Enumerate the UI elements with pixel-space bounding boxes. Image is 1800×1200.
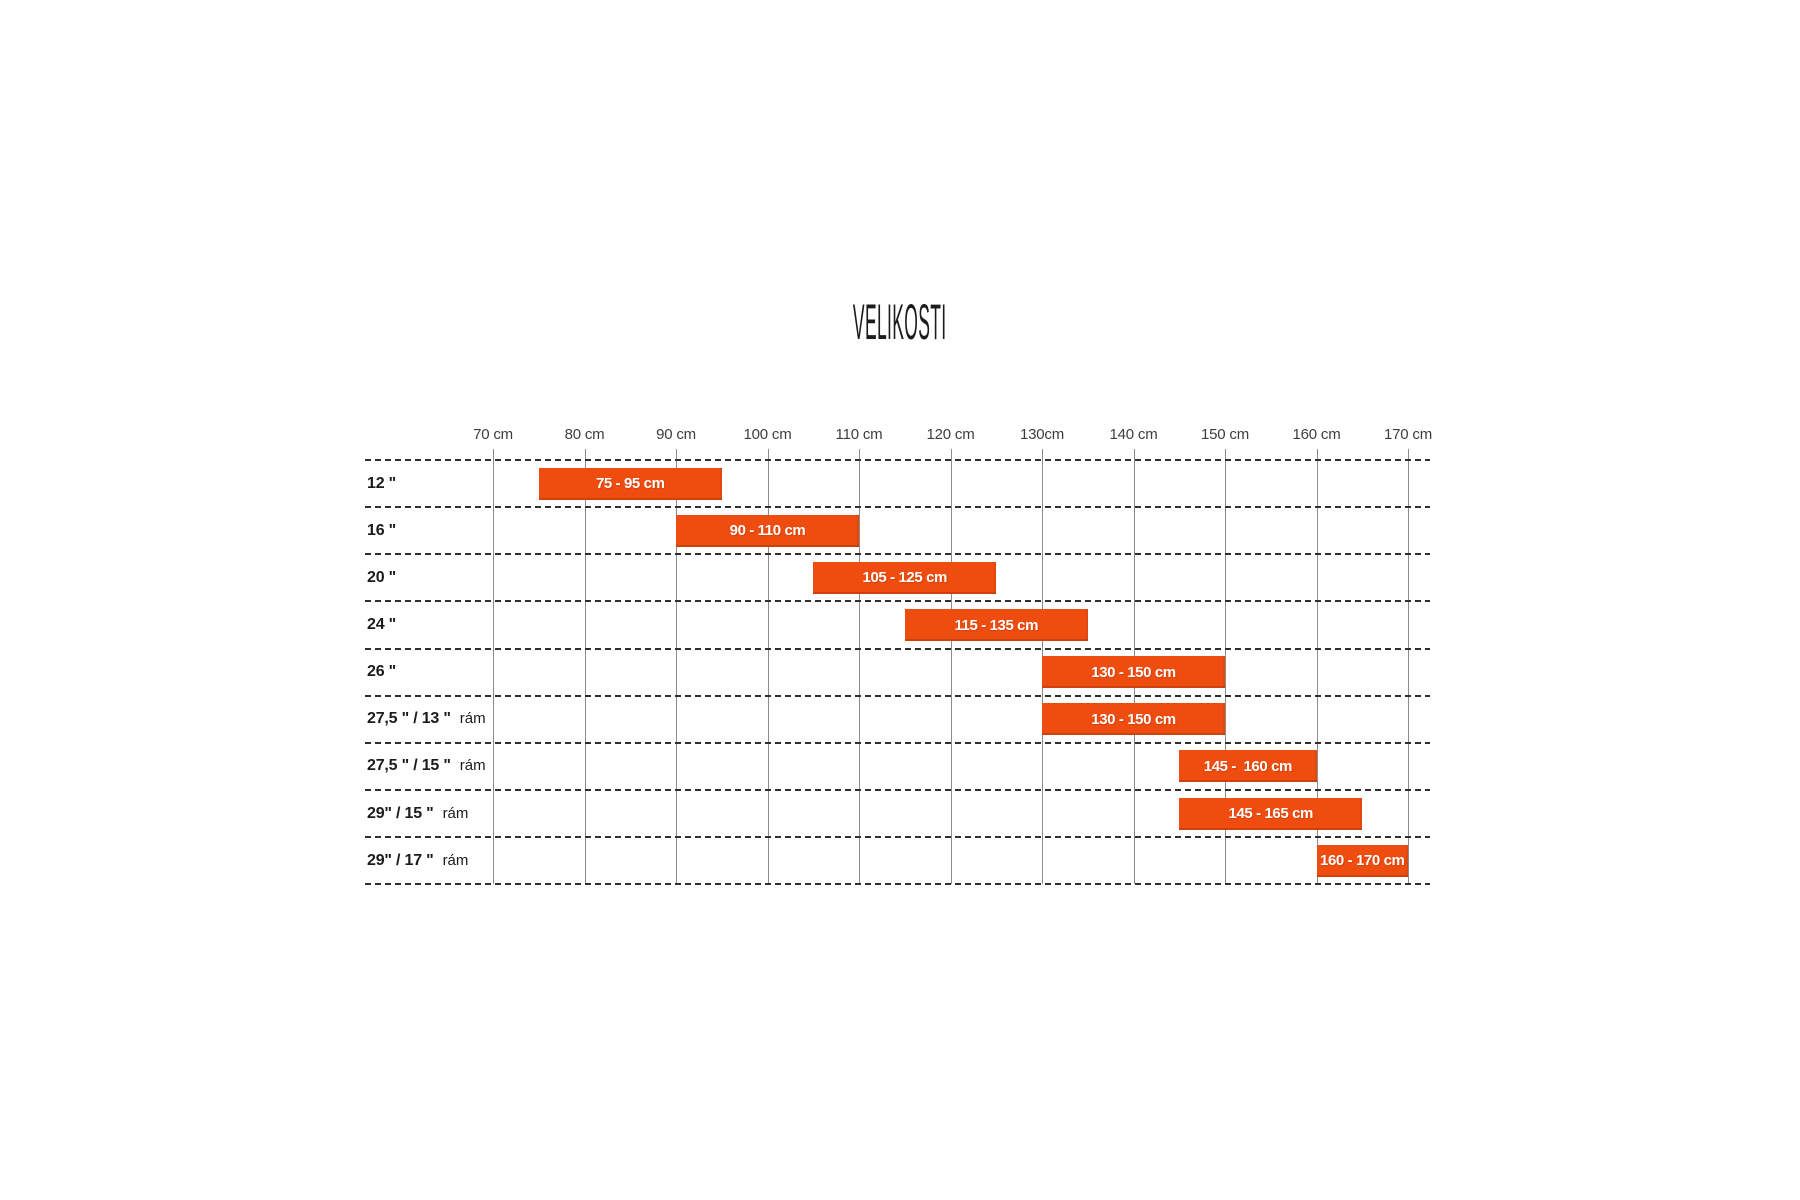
row-label (367, 616, 396, 634)
row-wheel-size: 20 " (367, 568, 397, 586)
row-divider-line (365, 742, 1430, 744)
axis-tick-label: 140 cm (1109, 426, 1158, 443)
range-bar (1179, 798, 1362, 830)
axis-tick-label: 80 cm (564, 426, 605, 443)
row-wheel-size: 24 " (367, 616, 397, 634)
range-bar-label: 130 - 150 cm (1091, 710, 1176, 728)
axis-tick-label: 130cm (1019, 426, 1065, 443)
row-divider-line (365, 506, 1430, 508)
row-wheel-size: 12 " (367, 474, 397, 492)
axis-tick-label: 150 cm (1201, 426, 1249, 443)
axis-tick-label: 100 cm (743, 426, 792, 443)
row-label (367, 757, 486, 775)
gridline (951, 449, 952, 884)
range-bar (539, 468, 722, 500)
row-label (367, 569, 396, 587)
row-label (367, 852, 468, 870)
row-label (367, 475, 396, 493)
gridline (493, 449, 494, 884)
range-bar (905, 609, 1088, 641)
row-divider-line (365, 836, 1430, 838)
row-label (367, 522, 396, 540)
range-bar (676, 515, 859, 547)
range-bar (1042, 656, 1225, 688)
axis-tick-label: 70 cm (473, 426, 513, 443)
row-divider-line (365, 459, 1430, 461)
row-label (367, 805, 468, 823)
row-divider-line (365, 553, 1430, 555)
range-bar-label: 130 - 150 cm (1091, 663, 1176, 681)
axis-tick-label: 160 cm (1292, 426, 1341, 443)
range-bar-label: 145 - 160 cm (1203, 757, 1292, 775)
row-label (367, 710, 486, 728)
range-bar (813, 562, 996, 594)
row-wheel-size: 26 " (367, 663, 397, 681)
row-frame-note: rám (442, 851, 469, 869)
range-bar (1179, 750, 1316, 782)
row-wheel-size: 29" / 15 " (367, 804, 434, 822)
range-bar-label: 90 - 110 cm (729, 522, 806, 540)
row-label (367, 663, 396, 681)
range-bar-label: 115 - 135 cm (954, 616, 1039, 634)
row-frame-note: rám (459, 757, 486, 775)
row-divider-line (365, 883, 1430, 885)
gridline (585, 449, 586, 884)
axis-tick-label: 90 cm (656, 426, 696, 443)
row-frame-note: rám (442, 804, 469, 822)
axis-tick-label: 170 cm (1384, 426, 1432, 443)
size-chart (365, 425, 1430, 887)
range-bar (1042, 703, 1225, 735)
gridline (1408, 449, 1409, 884)
range-bar-label: 75 - 95 cm (595, 475, 665, 493)
row-divider-line (365, 600, 1430, 602)
row-divider-line (365, 648, 1430, 650)
row-wheel-size: 29" / 17 " (367, 851, 434, 869)
axis-tick-label: 110 cm (835, 426, 883, 443)
chart-title (0, 296, 1800, 348)
range-bar-label: 160 - 170 cm (1320, 852, 1405, 870)
row-wheel-size: 27,5 " / 15 " (367, 757, 451, 775)
row-wheel-size: 27,5 " / 13 " (367, 710, 451, 728)
axis-tick-label: 120 cm (926, 426, 975, 443)
row-frame-note: rám (459, 710, 486, 728)
row-divider-line (365, 695, 1430, 697)
range-bar (1317, 845, 1409, 877)
row-wheel-size: 16 " (367, 521, 397, 539)
range-bar-label: 105 - 125 cm (862, 569, 947, 587)
gridline (859, 449, 860, 884)
row-divider-line (365, 789, 1430, 791)
chart-title-text: VELIKOSTI (853, 294, 947, 350)
range-bar-label: 145 - 165 cm (1228, 805, 1313, 823)
